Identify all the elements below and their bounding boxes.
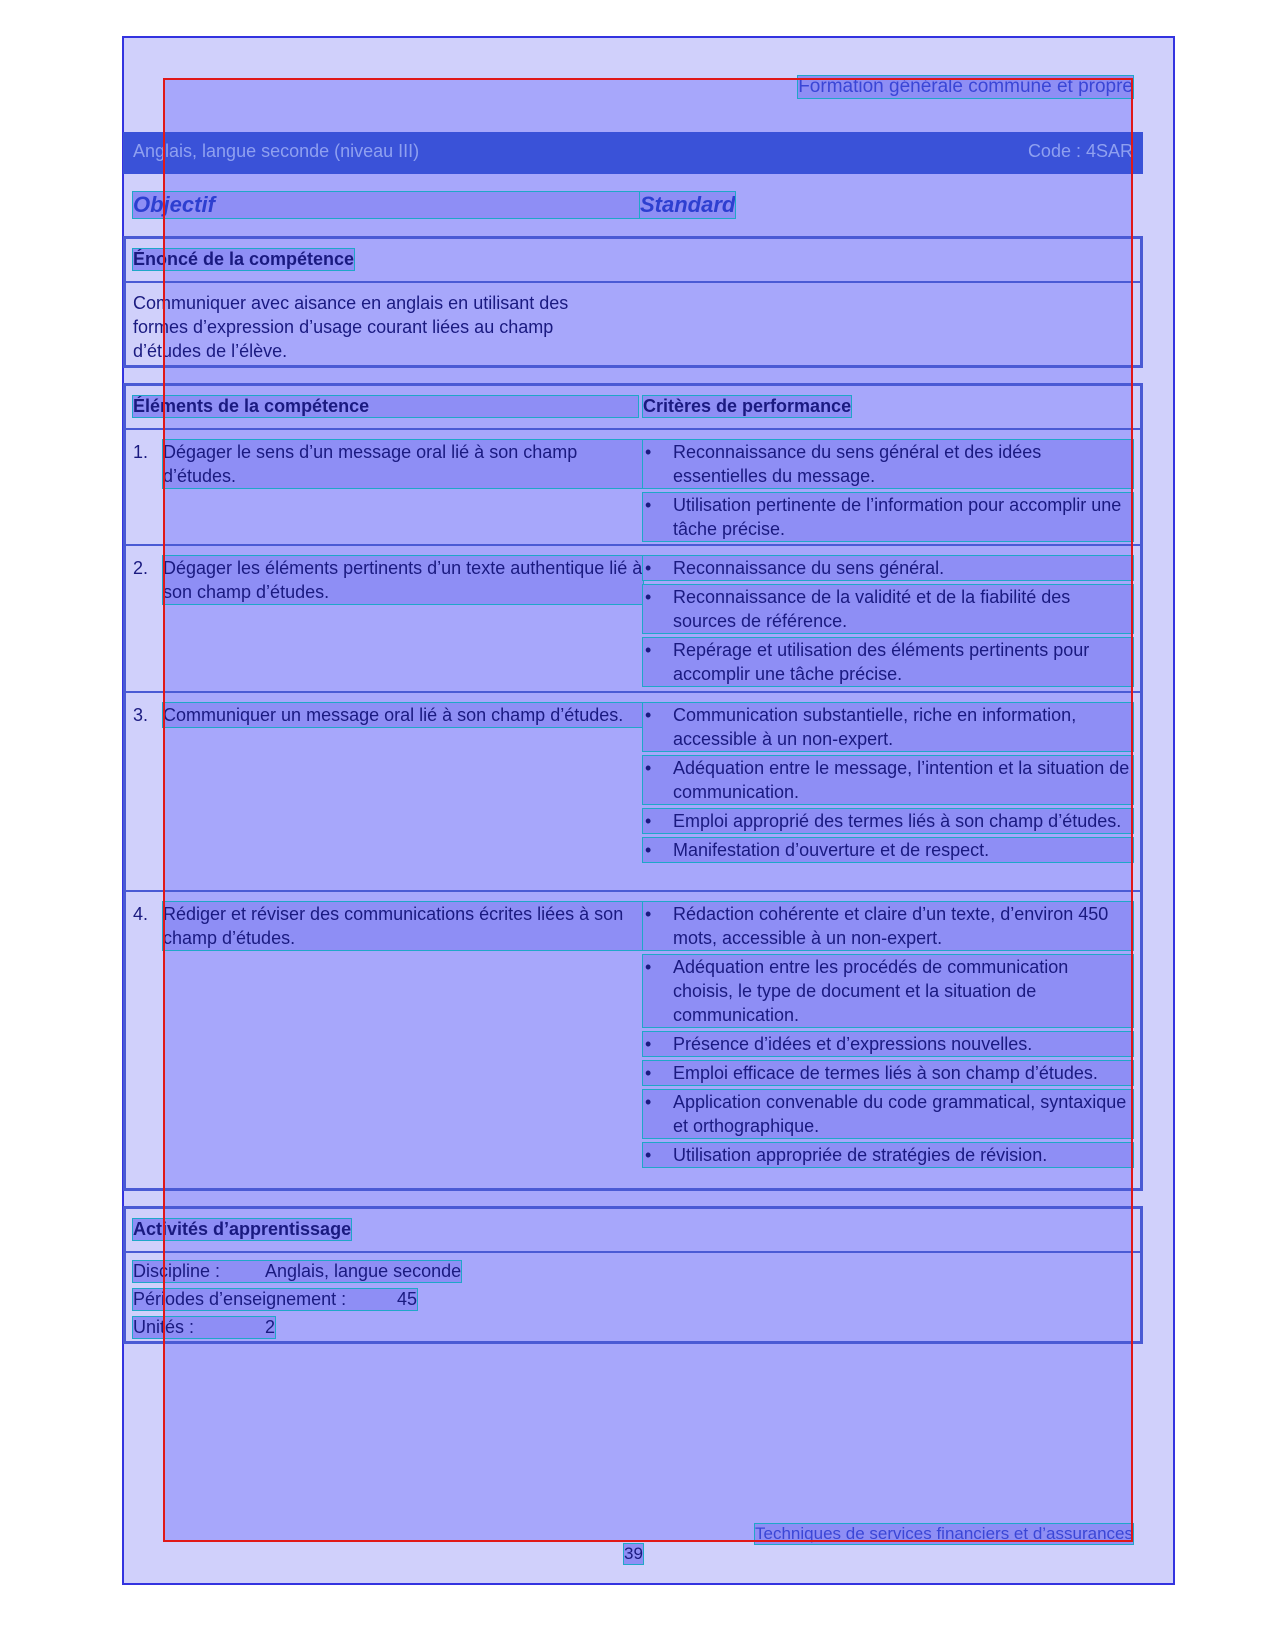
criteria-list xyxy=(643,902,1133,1172)
periods-line xyxy=(133,1289,417,1310)
element-item xyxy=(133,902,643,950)
criterion-item: • Reconnaissance de la validité et de la fiabilité des sources de référence. xyxy=(643,585,1133,633)
element-row xyxy=(126,430,1140,546)
elements-box xyxy=(123,383,1143,1191)
element-item xyxy=(133,703,643,727)
criterion-item: • Utilisation appropriée de stratégies de révision. xyxy=(643,1143,1133,1167)
standard-heading: Standard xyxy=(640,192,736,217)
element-text: Communiquer un message oral lié à son champ d’études. xyxy=(163,703,643,727)
discipline-value: Anglais, langue seconde xyxy=(265,1261,462,1281)
criteria-list xyxy=(643,440,1133,546)
periods-value: 45 xyxy=(397,1289,418,1309)
element-text: Dégager le sens d’un message oral lié à son champ d’études. xyxy=(163,440,643,488)
competence-text: Communiquer avec aisance en anglais en utilisant des formes d’expression d’usage courant liées au champ d’études de l’élève. xyxy=(133,293,569,361)
criterion-item: • Reconnaissance du sens général et des idées essentielles du message. xyxy=(643,440,1133,488)
element-number: 1. xyxy=(133,442,149,462)
element-text: Dégager les éléments pertinents d’un texte authentique lié à son champ d’études. xyxy=(163,558,643,602)
criterion-item: • Rédaction cohérente et claire d’un texte, d’environ 450 mots, accessible à un non-expert. xyxy=(643,902,1133,950)
criterion-item: • Emploi efficace de termes liés à son champ d’études. xyxy=(643,1061,1133,1085)
course-code: Code : 4SAR xyxy=(1027,141,1133,161)
criterion-item: • Emploi approprié des termes liés à son champ d’études. xyxy=(643,809,1133,833)
competence-header xyxy=(126,239,1140,283)
activities-heading: Activités d’apprentissage xyxy=(133,1219,352,1239)
competence-box xyxy=(123,236,1143,368)
criterion-item: • Adéquation entre les procédés de communication choisis, le type de document et la situation de communication. xyxy=(643,955,1133,1027)
page-number: 39 xyxy=(624,1544,643,1563)
element-text: Rédiger et réviser des communications écrites liées à son champ d’études. xyxy=(163,902,643,950)
criterion-item: • Utilisation pertinente de l’information pour accomplir une tâche précise. xyxy=(643,493,1133,541)
element-number: 3. xyxy=(133,705,149,725)
criteria-list xyxy=(643,703,1133,867)
elements-header xyxy=(126,386,1140,430)
criterion-item: • Adéquation entre le message, l’intention et la situation de communication. xyxy=(643,756,1133,804)
criterion-item: • Repérage et utilisation des éléments pertinents pour accomplir une tâche précise. xyxy=(643,638,1133,686)
objective-heading: Objectif xyxy=(133,192,643,218)
criterion-item: • Application convenable du code grammatical, syntaxique et orthographique. xyxy=(643,1090,1133,1138)
course-title: Anglais, langue seconde (niveau III) xyxy=(133,141,420,161)
criterion-item: • Présence d’idées et d’expressions nouvelles. xyxy=(643,1032,1133,1056)
periods-label: Périodes d’enseignement : xyxy=(133,1289,347,1309)
discipline-line xyxy=(133,1261,461,1282)
units-label: Unités : xyxy=(133,1317,195,1337)
element-item xyxy=(133,556,643,604)
criteria-heading: Critères de performance xyxy=(643,396,852,416)
discipline-label: Discipline : xyxy=(133,1261,221,1281)
running-head: Formation générale commune et propre xyxy=(798,76,1133,97)
element-row xyxy=(126,546,1140,693)
course-bar xyxy=(123,132,1143,174)
element-number: 4. xyxy=(133,904,149,924)
footer-text: Techniques de services financiers et d’assurances xyxy=(755,1524,1133,1543)
competence-heading: Énoncé de la compétence xyxy=(133,249,355,269)
activities-header xyxy=(126,1209,1140,1253)
element-item xyxy=(133,440,643,488)
element-row xyxy=(126,892,1140,1192)
criterion-item: • Manifestation d’ouverture et de respect. xyxy=(643,838,1133,862)
element-number: 2. xyxy=(133,558,149,578)
elements-heading: Éléments de la compétence xyxy=(133,396,638,417)
criteria-list xyxy=(643,556,1133,691)
units-line xyxy=(133,1317,275,1338)
units-value: 2 xyxy=(265,1317,276,1337)
criterion-item: • Communication substantielle, riche en information, accessible à un non-expert. xyxy=(643,703,1133,751)
element-row xyxy=(126,693,1140,892)
activities-box xyxy=(123,1206,1143,1344)
criterion-item: • Reconnaissance du sens général. xyxy=(643,556,1133,580)
